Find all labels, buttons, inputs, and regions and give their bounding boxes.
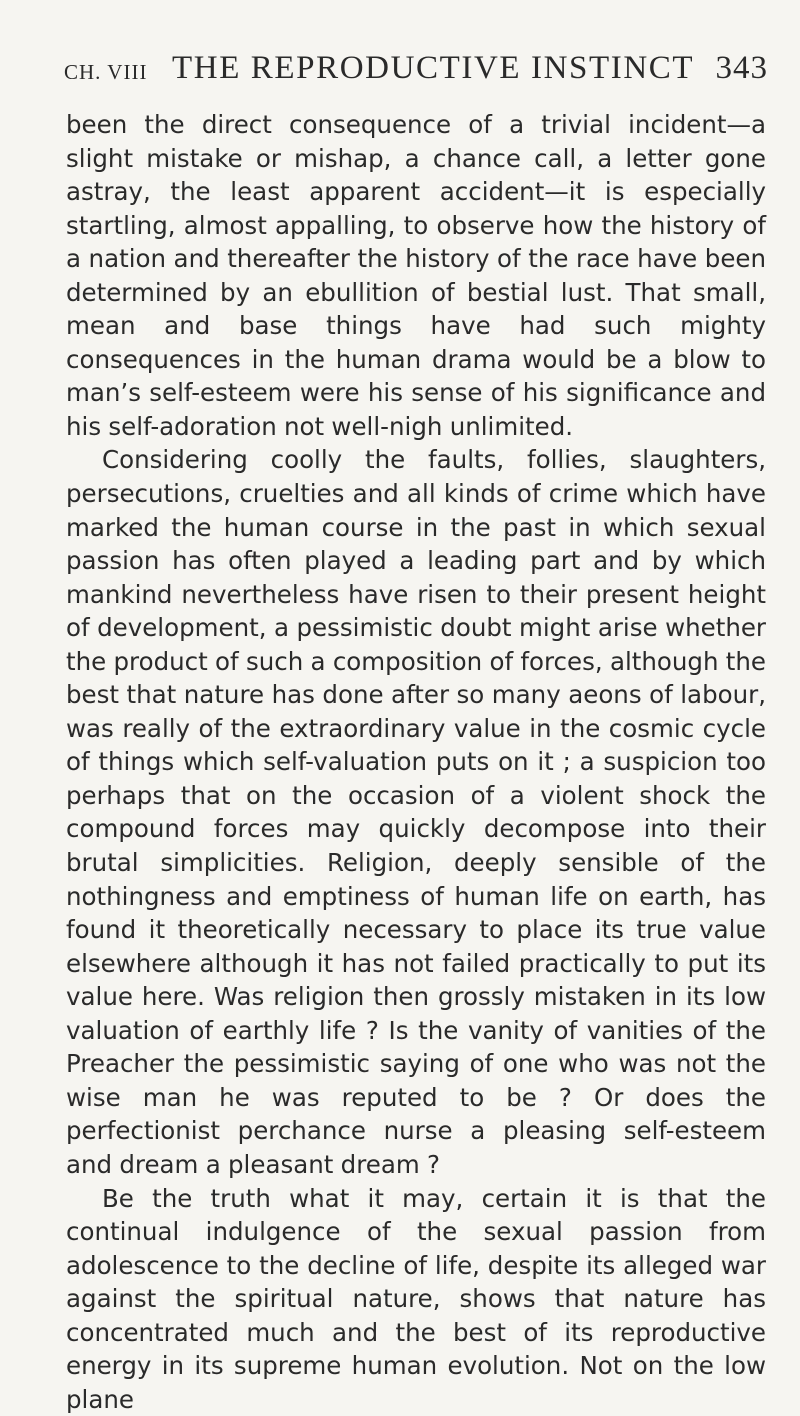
- chapter-label: CH. VIII: [64, 60, 147, 85]
- running-title: THE REPRODUCTIVE INSTINCT: [172, 50, 694, 87]
- page-number: 343: [716, 50, 769, 87]
- paragraph-be-the-truth: Be the truth what it may, certain it is that the continual indulgence of the sexual passion from adolescence to the decline of life, despite its alleged war against the spiritual nature, shows that nature has concentrated much and the best of its reproductive energy in its supreme human evolution. Not on the low plane: [66, 1182, 766, 1416]
- running-head: [64, 50, 768, 90]
- paragraph-considering: Considering coolly the faults, follies, slaughters, persecutions, cruelties and all kinds of crime which have marked the human course in the past in which sexual passion has often played a leading part and by which mankind nevertheless have risen to their present height of development, a pessimistic doubt might arise whether the product of such a composition of forces, although the best that nature has done after so many aeons of labour, was really of the extraordinary value in the cosmic cycle of things which self-valuation puts on it ; a suspicion too perhaps that on the occasion of a violent shock the compound forces may quickly decompose into their brutal simplicities. Religion, deeply sensible of the nothingness and emptiness of human life on earth, has found it theoretically necessary to place its true value elsewhere although it has not failed practically to put its value here. Was religion then grossly mistaken in its low valuation of earthly life ? Is the vanity of vanities of the Preacher the pessimistic saying of one who was not the wise man he was reputed to be ? Or does the perfectionist perchance nurse a pleasing self-esteem and dream a pleasant dream ?: [66, 443, 766, 1181]
- body-text: [66, 108, 766, 1416]
- paragraph-continuation: been the direct consequence of a trivial incident—a slight mistake or mishap, a chance call, a letter gone astray, the least apparent accident—it is especially startling, almost appalling, to observe how the history of a nation and thereafter the history of the race have been determined by an ebullition of bestial lust. That small, mean and base things have had such mighty consequences in the human drama would be a blow to man’s self-esteem were his sense of his significance and his self-adoration not well-nigh unlimited.: [66, 108, 766, 443]
